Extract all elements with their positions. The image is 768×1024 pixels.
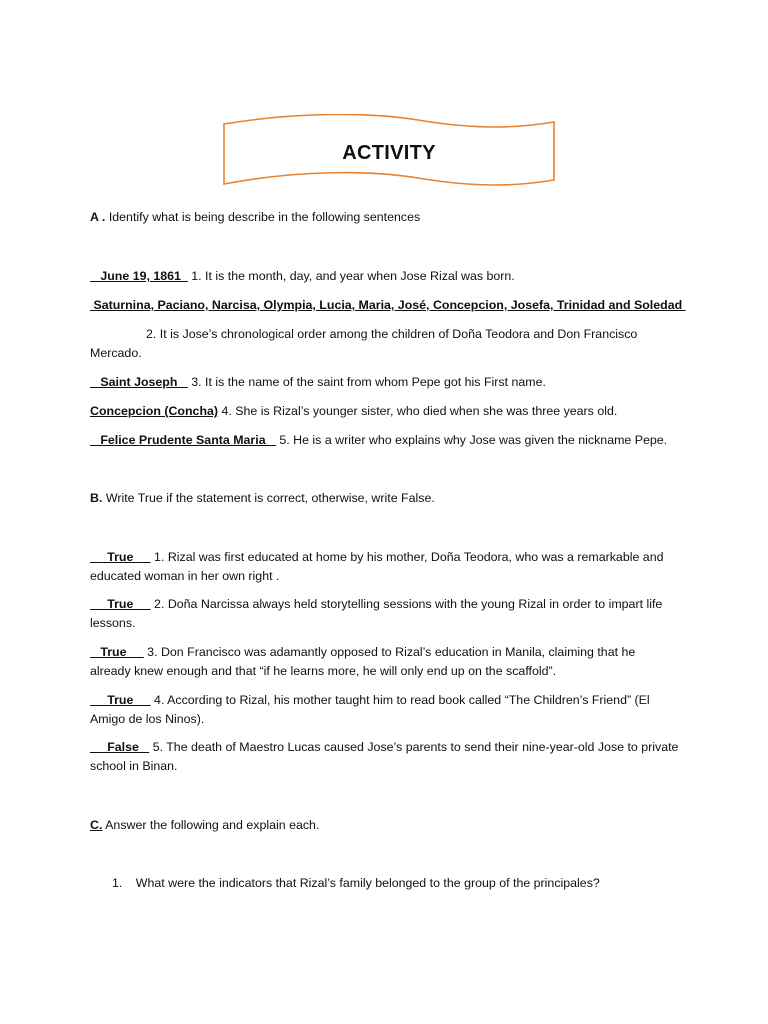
question-number: 1.	[112, 876, 123, 890]
item-text: 1. Rizal was first educated at home by his mother, Doña Teodora, who was a remarkable and	[154, 550, 664, 564]
answer-blank: False	[90, 740, 150, 754]
section-a-item-2-text-line2: Mercado.	[90, 346, 142, 360]
item-text: 5. The death of Maestro Lucas caused Jose’s parents to send their nine-year-old Jose to private	[152, 740, 679, 754]
item-text: 2. Doña Narcissa always held storytelling sessions with the young Rizal in order to impart life	[154, 597, 663, 611]
answer-blank: True	[90, 693, 151, 707]
section-c-instruction: Answer the following and explain each.	[105, 818, 320, 832]
section-b-item-2-line1	[90, 595, 662, 613]
section-b-item-4-line1	[90, 691, 650, 709]
answer-blank: Felice Prudente Santa Maria	[90, 433, 276, 447]
section-b-item-2-line2: lessons.	[90, 616, 136, 630]
section-b-heading	[90, 489, 435, 507]
activity-banner	[218, 114, 560, 194]
section-c-label: C.	[90, 818, 103, 832]
answer-blank: True	[90, 597, 151, 611]
section-a-heading	[90, 208, 420, 226]
section-b-instruction: Write True if the statement is correct, otherwise, write False.	[105, 491, 435, 505]
answer-blank: June 19, 1861	[90, 269, 188, 283]
item-text: 3. Don Francisco was adamantly opposed to Rizal’s education in Manila, claiming that he	[147, 645, 636, 659]
section-c-heading	[90, 816, 319, 834]
answer-blank: Saturnina, Paciano, Narcisa, Olympia, Lucia, Maria, José, Concepcion, Josefa, Trinidad and Soledad	[90, 298, 686, 312]
page-title: ACTIVITY	[342, 142, 436, 164]
section-b-label: B.	[90, 491, 103, 505]
item-text: 1. It is the month, day, and year when Jose Rizal was born.	[191, 269, 515, 283]
section-a-item-1	[90, 267, 515, 285]
section-b-item-4-line2: Amigo de los Ninos).	[90, 712, 205, 726]
answer-blank: Concepcion (Concha)	[90, 404, 219, 418]
section-b-item-5-line2: school in Binan.	[90, 759, 178, 773]
section-a-item-2-text-line1: 2. It is Jose’s chronological order among the children of Doña Teodora and Don Francisco	[146, 327, 638, 341]
section-a-item-3	[90, 373, 546, 391]
item-text: 4. She is Rizal’s younger sister, who died when she was three years old.	[221, 404, 618, 418]
answer-blank: Saint Joseph	[90, 375, 188, 389]
section-a-item-5	[90, 431, 667, 449]
section-b-item-5-line1	[90, 738, 678, 756]
section-a-label: A .	[90, 210, 106, 224]
section-b-item-3-line2: already knew enough and that “if he learns more, he will only end up on the scaffold”.	[90, 664, 557, 678]
section-a-item-4	[90, 402, 617, 420]
answer-blank: True	[90, 645, 144, 659]
question-text: What were the indicators that Rizal’s family belonged to the group of the principales?	[135, 876, 600, 890]
question-item	[112, 874, 600, 892]
section-b-item-1-line1	[90, 548, 663, 566]
item-text: 3. It is the name of the saint from whom Pepe got his First name.	[191, 375, 546, 389]
section-a-instruction: Identify what is being describe in the following sentences	[108, 210, 421, 224]
section-b-item-1-line2: educated woman in her own right .	[90, 569, 280, 583]
section-b-item-3-line1	[90, 643, 635, 661]
item-text: 4. According to Rizal, his mother taught him to read book called “The Children’s Friend” (El	[154, 693, 650, 707]
section-a-item-2-answer	[90, 296, 686, 314]
item-text: 5. He is a writer who explains why Jose was given the nickname Pepe.	[279, 433, 668, 447]
answer-blank: True	[90, 550, 151, 564]
